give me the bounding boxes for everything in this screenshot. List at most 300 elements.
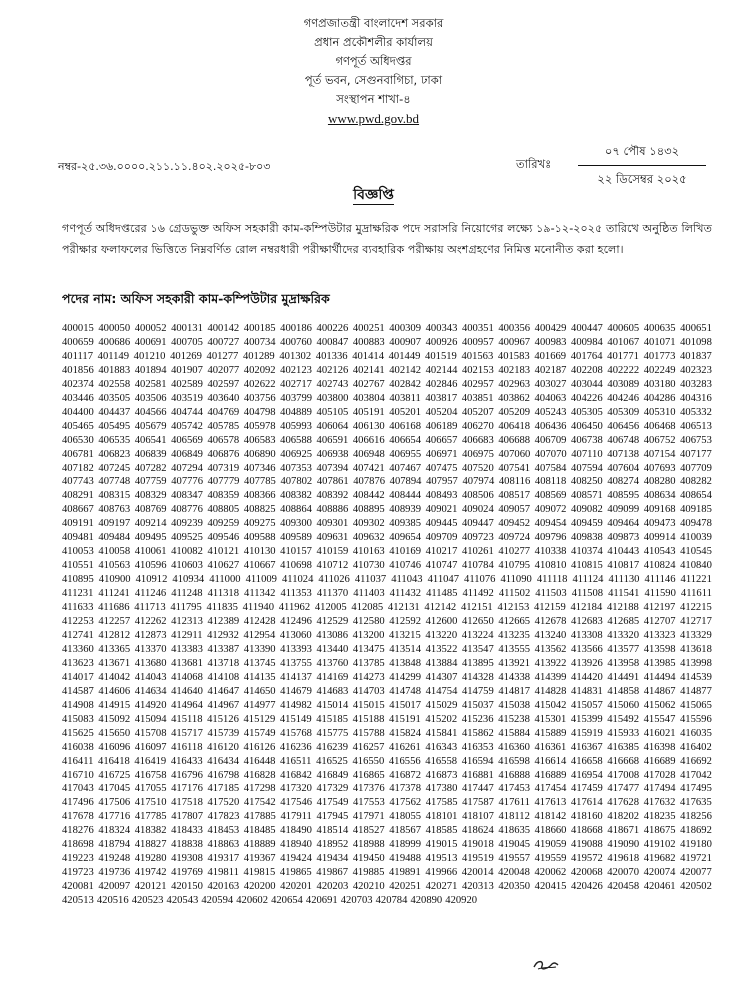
roll-number: 411146 xyxy=(644,574,676,586)
roll-number: 415492 xyxy=(607,713,640,725)
roll-number: 413387 xyxy=(207,643,240,655)
roll-number: 403044 xyxy=(571,378,603,390)
roll-number: 411485 xyxy=(426,588,458,600)
roll-number: 410121 xyxy=(207,546,240,558)
roll-number: 405207 xyxy=(461,406,494,418)
roll-number: 413200 xyxy=(352,629,385,641)
roll-number: 406541 xyxy=(134,434,167,446)
roll-number: 416865 xyxy=(352,769,385,781)
roll-number: 419018 xyxy=(461,839,494,851)
roll-number: 400309 xyxy=(389,323,422,334)
roll-number: 400760 xyxy=(280,336,312,348)
roll-number: 415060 xyxy=(607,699,640,711)
roll-number: 408654 xyxy=(680,490,712,502)
roll-number: 414867 xyxy=(643,685,676,697)
roll-number: 413985 xyxy=(643,657,676,669)
roll-number: 413884 xyxy=(425,657,458,669)
roll-number: 411503 xyxy=(535,588,567,600)
roll-number: 401771 xyxy=(607,350,639,362)
roll-number: 416343 xyxy=(425,741,458,753)
roll-number: 420502 xyxy=(680,881,712,893)
roll-number: 401894 xyxy=(134,364,167,376)
roll-number: 402126 xyxy=(316,364,349,376)
roll-number: 406578 xyxy=(207,434,240,446)
roll-number: 416842 xyxy=(280,769,312,781)
roll-number: 415717 xyxy=(171,727,203,739)
roll-number: 406456 xyxy=(607,420,640,432)
roll-number: 412496 xyxy=(280,616,312,628)
roll-number: 403180 xyxy=(643,378,676,390)
roll-number: 415042 xyxy=(534,699,567,711)
roll-number: 415185 xyxy=(316,713,349,725)
roll-number: 402846 xyxy=(425,378,458,390)
roll-number: 400691 xyxy=(134,336,167,348)
roll-number: 420150 xyxy=(171,881,203,893)
roll-number: 413547 xyxy=(461,643,494,655)
roll-number: 408359 xyxy=(207,490,240,502)
roll-number: 403519 xyxy=(171,392,203,404)
roll-number: 419450 xyxy=(352,853,385,865)
roll-number: 411037 xyxy=(354,574,387,586)
roll-number: 413681 xyxy=(171,657,203,669)
roll-number: 412188 xyxy=(607,602,639,614)
roll-number: 420516 xyxy=(96,895,129,907)
roll-number: 405495 xyxy=(98,420,131,432)
roll-number: 403027 xyxy=(534,378,567,390)
roll-number: 415017 xyxy=(389,699,422,711)
roll-number: 414169 xyxy=(316,671,349,683)
notice-body: গণপূর্ত অধিদপ্তরের ১৬ গ্রেডভুক্ত অফিস সহকারী কাম-কম্পিউটার মুদ্রাক্ষরিক পদে সরাসরি নিয়োগের লক্ষ্যে ১৯-১২-২০২৫ তারিখে অনুষ্ঠিত লিখিত পরীক্ষার ফলাফলের ভিত্তিতে নিম্নবর্ণিত রোল নম্বরধারী পরীক্ষার্থীদের ব্যবহারিক পরীক্ষায় অংশগ্রহণের নিমিত্ত মনোনীত করা হলো। xyxy=(62,222,712,256)
roll-number: 417823 xyxy=(207,811,240,823)
roll-number: 420062 xyxy=(534,867,567,879)
roll-number: 418668 xyxy=(571,825,603,837)
roll-number: 402374 xyxy=(62,378,94,390)
roll-number: 416021 xyxy=(643,727,676,739)
roll-number: 413390 xyxy=(243,643,276,655)
roll-number: 418101 xyxy=(425,811,458,823)
roll-number: 413220 xyxy=(425,629,458,641)
roll-number: 413224 xyxy=(461,629,494,641)
roll-number: 410082 xyxy=(171,546,203,558)
roll-number: 417611 xyxy=(498,797,530,809)
roll-number: 401302 xyxy=(279,350,312,362)
roll-number: 400926 xyxy=(425,336,458,348)
roll-number: 401414 xyxy=(352,350,384,362)
roll-number: 409024 xyxy=(461,504,494,516)
roll-number: 416097 xyxy=(134,741,167,753)
roll-number: 407957 xyxy=(426,476,458,488)
roll-number: 402187 xyxy=(534,364,567,376)
roll-number: 406748 xyxy=(607,434,640,446)
roll-number: 408274 xyxy=(607,476,640,488)
roll-number: 411713 xyxy=(134,602,166,614)
roll-number: 402842 xyxy=(389,378,422,390)
roll-number: 420014 xyxy=(461,867,494,879)
roll-number: 417376 xyxy=(352,783,385,795)
roll-number: 406535 xyxy=(98,434,131,446)
roll-number: 415062 xyxy=(643,699,676,711)
roll-number: 414494 xyxy=(643,671,676,683)
roll-number: 412529 xyxy=(316,616,349,628)
roll-number: 403799 xyxy=(280,392,313,404)
roll-number: 419248 xyxy=(98,853,131,865)
roll-number: 419867 xyxy=(316,867,349,879)
roll-number: 417585 xyxy=(425,797,458,809)
roll-number: 409484 xyxy=(98,532,131,544)
roll-number: 413555 xyxy=(498,643,531,655)
roll-number: 413566 xyxy=(571,643,603,655)
roll-number: 415708 xyxy=(134,727,167,739)
roll-number: 411502 xyxy=(498,588,531,600)
roll-number: 400651 xyxy=(680,323,712,334)
roll-number: 418624 xyxy=(461,825,494,837)
roll-number: 411633 xyxy=(62,602,94,614)
roll-number: 406657 xyxy=(425,434,458,446)
roll-number: 417380 xyxy=(425,783,458,795)
roll-number: 401669 xyxy=(534,350,567,362)
roll-number: 420523 xyxy=(131,895,164,907)
roll-number: 415014 xyxy=(316,699,349,711)
roll-number: 414043 xyxy=(134,671,167,683)
roll-number: 416398 xyxy=(643,741,676,753)
roll-number: 406064 xyxy=(316,420,349,432)
roll-number: 416096 xyxy=(98,741,131,753)
roll-number: 408347 xyxy=(171,490,203,502)
roll-number: 416236 xyxy=(279,741,312,753)
roll-number: 400251 xyxy=(352,323,385,334)
roll-number: 420543 xyxy=(166,895,199,907)
roll-number: 417678 xyxy=(62,811,94,823)
roll-number: 406130 xyxy=(352,420,385,432)
roll-number: 408886 xyxy=(316,504,349,516)
signature-mark xyxy=(532,957,560,973)
roll-number: 407294 xyxy=(171,462,203,474)
roll-number: 411246 xyxy=(134,588,167,600)
roll-number: 419223 xyxy=(62,853,94,865)
roll-number: 409057 xyxy=(498,504,531,516)
roll-number: 403756 xyxy=(243,392,276,404)
roll-number: 414647 xyxy=(207,685,240,697)
roll-number: 410563 xyxy=(98,560,131,572)
roll-number: 406948 xyxy=(353,448,385,460)
roll-number: 415739 xyxy=(207,727,240,739)
roll-number: 414877 xyxy=(680,685,712,697)
roll-number: 419865 xyxy=(279,867,312,879)
roll-number: 417453 xyxy=(498,783,531,795)
roll-number: 411403 xyxy=(353,588,385,600)
roll-number: 416658 xyxy=(570,755,603,767)
roll-number: 418453 xyxy=(207,825,240,837)
roll-number: 417459 xyxy=(571,783,603,795)
roll-number: 409197 xyxy=(98,518,131,530)
roll-number: 411047 xyxy=(427,574,460,586)
roll-number: 415862 xyxy=(461,727,494,739)
roll-number: 400883 xyxy=(352,336,385,348)
roll-number: 409072 xyxy=(534,504,567,516)
roll-number: 412932 xyxy=(207,629,239,641)
roll-number: 410810 xyxy=(534,560,567,572)
roll-number: 418490 xyxy=(280,825,312,837)
roll-number: 409723 xyxy=(461,532,494,544)
roll-number: 413755 xyxy=(280,657,312,669)
roll-number: 414748 xyxy=(389,685,422,697)
roll-number: 406688 xyxy=(498,434,531,446)
roll-number: 408776 xyxy=(171,504,203,516)
roll-number: 411611 xyxy=(680,588,712,600)
roll-number: 419742 xyxy=(134,867,167,879)
roll-number: 416239 xyxy=(316,741,349,753)
roll-number: 413598 xyxy=(643,643,676,655)
roll-number: 409259 xyxy=(207,518,240,530)
roll-number: 415775 xyxy=(316,727,349,739)
roll-number: 409478 xyxy=(680,518,712,530)
date-gregorian: ২২ ডিসেম্বর ২০২৫ xyxy=(597,172,687,186)
roll-number: 414831 xyxy=(571,685,603,697)
roll-number: 418952 xyxy=(316,839,349,851)
roll-number: 402249 xyxy=(643,364,676,376)
roll-number: 407110 xyxy=(571,448,603,460)
roll-number: 414273 xyxy=(352,671,385,683)
roll-number: 401519 xyxy=(425,350,457,362)
roll-number: 416888 xyxy=(498,769,531,781)
roll-number: 410053 xyxy=(62,546,94,558)
roll-number: 416556 xyxy=(388,755,421,767)
roll-number: 401067 xyxy=(607,336,640,348)
roll-number: 415118 xyxy=(171,713,203,725)
roll-number: 406616 xyxy=(352,434,385,446)
roll-number: 409525 xyxy=(171,532,203,544)
roll-number: 401336 xyxy=(315,350,348,362)
roll-number: 415202 xyxy=(425,713,458,725)
roll-number: 403804 xyxy=(353,392,385,404)
roll-number: 420048 xyxy=(498,867,530,879)
roll-number: 411342 xyxy=(244,588,276,600)
roll-number: 406890 xyxy=(243,448,276,460)
roll-number: 416954 xyxy=(571,769,603,781)
roll-number: 407177 xyxy=(679,448,712,460)
roll-number: 404286 xyxy=(643,392,676,404)
roll-number: 420784 xyxy=(375,895,408,907)
roll-number: 409301 xyxy=(316,518,349,530)
roll-number: 403089 xyxy=(607,378,640,390)
roll-number: 415625 xyxy=(62,727,94,739)
roll-number: 405465 xyxy=(62,420,94,432)
roll-number: 416758 xyxy=(134,769,167,781)
roll-number: 407759 xyxy=(134,476,167,488)
roll-number: 408392 xyxy=(316,490,349,502)
roll-number: 407319 xyxy=(207,462,240,474)
roll-number: 405305 xyxy=(571,406,603,418)
roll-number: 403446 xyxy=(62,392,94,404)
roll-number: 416872 xyxy=(389,769,422,781)
roll-number: 418142 xyxy=(534,811,567,823)
roll-number: 410443 xyxy=(607,546,640,558)
roll-number: 402123 xyxy=(280,364,312,376)
roll-number: 419559 xyxy=(534,853,567,865)
roll-number: 407182 xyxy=(62,462,94,474)
roll-number: 407748 xyxy=(98,476,131,488)
roll-number: 402208 xyxy=(571,364,603,376)
roll-number: 400734 xyxy=(243,336,276,348)
roll-number: 414137 xyxy=(280,671,312,683)
roll-number: 417329 xyxy=(316,783,349,795)
roll-number: 415083 xyxy=(62,713,94,725)
roll-number: 409796 xyxy=(534,532,567,544)
roll-number: 403283 xyxy=(680,378,712,390)
roll-number: 408763 xyxy=(98,504,131,516)
roll-number: 418485 xyxy=(243,825,276,837)
roll-number: 407604 xyxy=(607,462,640,474)
roll-number: 407060 xyxy=(498,448,531,460)
roll-number: 418055 xyxy=(389,811,422,823)
roll-number: 412592 xyxy=(389,616,422,628)
roll-number: 410039 xyxy=(680,532,712,544)
roll-number: 412253 xyxy=(62,616,94,628)
roll-number: 419015 xyxy=(425,839,458,851)
roll-number: 402222 xyxy=(607,364,640,376)
roll-number: 418794 xyxy=(98,839,131,851)
roll-number: 417520 xyxy=(207,797,240,809)
roll-number: 412131 xyxy=(387,602,420,614)
roll-number: 414068 xyxy=(171,671,203,683)
roll-number: 408280 xyxy=(643,476,676,488)
roll-number: 404798 xyxy=(243,406,276,418)
roll-number: 420350 xyxy=(498,881,531,893)
roll-number: 405332 xyxy=(680,406,712,418)
roll-number: 417447 xyxy=(461,783,494,795)
roll-number: 418988 xyxy=(352,839,385,851)
roll-number: 406709 xyxy=(534,434,567,446)
roll-number: 419367 xyxy=(243,853,276,865)
roll-number: 411024 xyxy=(282,574,314,586)
roll-number: 400727 xyxy=(207,336,240,348)
roll-number: 408493 xyxy=(425,490,458,502)
roll-number: 408291 xyxy=(62,490,94,502)
roll-number: 407779 xyxy=(207,476,240,488)
roll-number: 406849 xyxy=(171,448,203,460)
roll-number: 405742 xyxy=(171,420,203,432)
roll-number: 407584 xyxy=(534,462,567,474)
roll-number: 420890 xyxy=(410,895,443,907)
roll-number: 419045 xyxy=(498,839,531,851)
roll-number: 400659 xyxy=(62,336,94,348)
roll-number: 403862 xyxy=(498,392,530,404)
roll-number: 416692 xyxy=(680,755,712,767)
roll-number: 415188 xyxy=(352,713,385,725)
roll-number: 402581 xyxy=(134,378,167,390)
roll-number: 409447 xyxy=(461,518,494,530)
roll-number: 416120 xyxy=(207,741,239,753)
roll-number: 411940 xyxy=(242,602,275,614)
roll-number: 415749 xyxy=(243,727,276,739)
roll-number: 420458 xyxy=(607,881,640,893)
roll-number: 420074 xyxy=(643,867,676,879)
roll-number: 415596 xyxy=(679,713,712,725)
roll-number: 417807 xyxy=(171,811,203,823)
roll-number: 403505 xyxy=(98,392,131,404)
roll-number: 416261 xyxy=(388,741,421,753)
website-link[interactable]: www.pwd.gov.bd xyxy=(327,111,420,126)
roll-number: 417613 xyxy=(534,797,567,809)
roll-number: 414135 xyxy=(243,671,276,683)
roll-number: 411124 xyxy=(572,574,604,586)
roll-number: 418514 xyxy=(316,825,349,837)
roll-number: 415399 xyxy=(570,713,603,725)
roll-number: 412197 xyxy=(643,602,676,614)
roll-number: 409185 xyxy=(680,504,712,516)
roll-number: 420203 xyxy=(316,881,349,893)
roll-number: 416668 xyxy=(607,755,640,767)
roll-number: 408634 xyxy=(643,490,676,502)
roll-number: 416035 xyxy=(680,727,712,739)
roll-number: 415238 xyxy=(498,713,530,725)
roll-number: 413745 xyxy=(243,657,276,669)
roll-number: 418112 xyxy=(498,811,530,823)
roll-number: 410277 xyxy=(498,546,531,558)
roll-number: 406876 xyxy=(207,448,240,460)
roll-number: 401883 xyxy=(98,364,131,376)
roll-number: 414683 xyxy=(316,685,349,697)
roll-number: 401149 xyxy=(97,350,130,362)
roll-number: 416828 xyxy=(243,769,276,781)
roll-number: 404566 xyxy=(134,406,167,418)
roll-number: 406591 xyxy=(316,434,349,446)
roll-number: 417298 xyxy=(243,783,276,795)
roll-number: 402153 xyxy=(461,364,494,376)
roll-number: 409473 xyxy=(643,518,676,530)
roll-number: 409452 xyxy=(498,518,531,530)
roll-number: 412184 xyxy=(570,602,603,614)
roll-number: 410061 xyxy=(134,546,167,558)
roll-number: 401449 xyxy=(388,350,421,362)
roll-number: 411009 xyxy=(245,574,277,586)
roll-number: 411432 xyxy=(389,588,422,600)
roll-number: 410551 xyxy=(62,560,94,572)
roll-number: 401837 xyxy=(680,350,712,362)
roll-number: 401098 xyxy=(680,336,712,348)
roll-number: 401563 xyxy=(461,350,494,362)
roll-number: 415094 xyxy=(134,713,167,725)
roll-number: 413365 xyxy=(98,643,131,655)
roll-number: 412683 xyxy=(571,616,603,628)
roll-number: 405978 xyxy=(243,420,276,432)
roll-number: 415037 xyxy=(461,699,494,711)
roll-number: 416798 xyxy=(207,769,240,781)
roll-number: 411508 xyxy=(571,588,604,600)
roll-number: 411000 xyxy=(209,574,241,586)
roll-number: 415824 xyxy=(389,727,422,739)
roll-number: 400351 xyxy=(461,323,494,334)
roll-number: 404063 xyxy=(534,392,567,404)
roll-number: 418660 xyxy=(534,825,567,837)
roll-number: 406418 xyxy=(498,420,531,432)
roll-number: 413360 xyxy=(62,643,94,655)
roll-number: 412153 xyxy=(497,602,530,614)
roll-number: 410374 xyxy=(571,546,603,558)
roll-number: 406752 xyxy=(643,434,676,446)
roll-number: 420200 xyxy=(243,881,276,893)
roll-number: 400967 xyxy=(498,336,531,348)
roll-number: 401764 xyxy=(570,350,603,362)
roll-number: 404889 xyxy=(280,406,312,418)
roll-number: 416889 xyxy=(534,769,567,781)
roll-number: 418671 xyxy=(607,825,640,837)
roll-number: 406583 xyxy=(243,434,276,446)
roll-number: 410157 xyxy=(280,546,312,558)
roll-number: 417176 xyxy=(171,783,203,795)
roll-number: 406738 xyxy=(571,434,603,446)
roll-number: 420271 xyxy=(425,881,458,893)
